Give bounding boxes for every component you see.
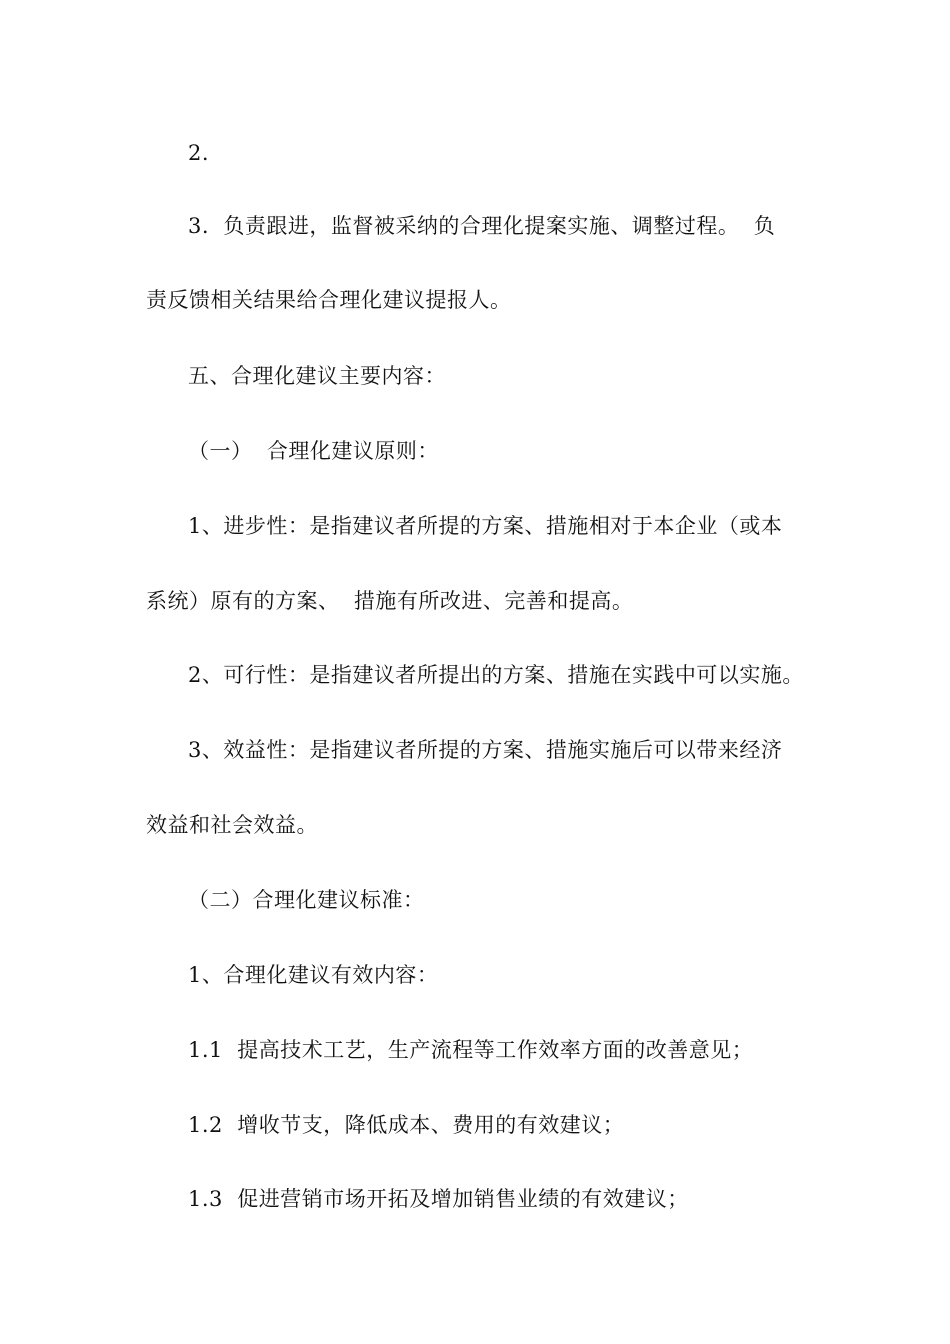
principle-progressive-first-line: 1、进步性：是指建议者所提的方案、措施相对于本企业（或本: [188, 514, 783, 538]
list-item-3-continuation: 责反馈相关结果给合理化建议提报人。: [146, 288, 512, 312]
principle-feasibility: 2、可行性：是指建议者所提出的方案、措施在实践中可以实施。: [188, 663, 804, 687]
list-item-3-first-line: 3. 负责跟进，监督被采纳的合理化提案实施、调整过程。 负: [188, 214, 776, 238]
standard-item-1: 1、合理化建议有效内容：: [188, 963, 439, 987]
section-heading-5: 五、合理化建议主要内容：: [188, 364, 446, 388]
standard-item-1-3: 1.3 促进营销市场开拓及增加销售业绩的有效建议；: [188, 1187, 689, 1211]
list-item-2: 2.: [188, 141, 210, 165]
subsection-heading-1: （一） 合理化建议原则：: [188, 439, 439, 463]
standard-item-1-2: 1.2 增收节支，降低成本、费用的有效建议；: [188, 1113, 625, 1137]
subsection-heading-2: （二）合理化建议标准：: [188, 888, 425, 912]
principle-benefit-first-line: 3、效益性：是指建议者所提的方案、措施实施后可以带来经济: [188, 738, 783, 762]
standard-item-1-1: 1.1 提高技术工艺，生产流程等工作效率方面的改善意见；: [188, 1038, 754, 1062]
principle-benefit-continuation: 效益和社会效益。: [146, 813, 318, 837]
principle-progressive-continuation: 系统）原有的方案、 措施有所改进、完善和提高。: [146, 589, 634, 613]
